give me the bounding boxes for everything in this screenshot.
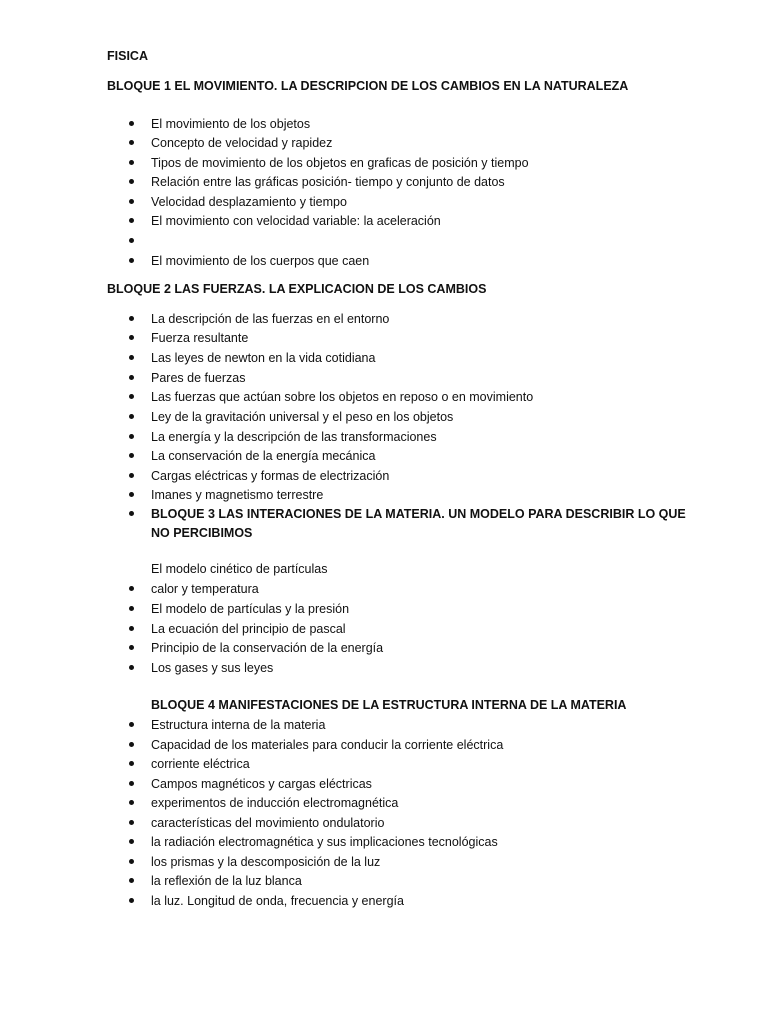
bullet-icon bbox=[129, 492, 134, 497]
bullet-icon bbox=[129, 586, 134, 591]
list-item: Capacidad de los materiales para conducir la corriente eléctrica bbox=[151, 738, 504, 752]
bullet-icon bbox=[129, 722, 134, 727]
list-item: Las fuerzas que actúan sobre los objetos en reposo o en movimiento bbox=[151, 390, 534, 404]
bullet-icon bbox=[129, 626, 134, 631]
list-item: El movimiento de los objetos bbox=[151, 117, 311, 131]
bullet-icon bbox=[129, 355, 134, 360]
bullet-icon bbox=[129, 781, 134, 786]
bullet-icon bbox=[129, 335, 134, 340]
bullet-icon bbox=[129, 238, 134, 243]
list-item: la radiación electromagnética y sus implicaciones tecnológicas bbox=[151, 835, 498, 849]
list-item: características del movimiento ondulatorio bbox=[151, 816, 385, 830]
bullet-icon bbox=[129, 761, 134, 766]
document-title: FISICA bbox=[107, 49, 148, 63]
list-item: La conservación de la energía mecánica bbox=[151, 449, 376, 463]
bullet-icon bbox=[129, 511, 134, 516]
list-item: calor y temperatura bbox=[151, 582, 259, 596]
bullet-icon bbox=[129, 839, 134, 844]
bullet-icon bbox=[129, 394, 134, 399]
list-item: la reflexión de la luz blanca bbox=[151, 874, 302, 888]
list-item: Tipos de movimiento de los objetos en graficas de posición y tiempo bbox=[151, 156, 529, 170]
bloque3-heading-line2: NO PERCIBIMOS bbox=[151, 526, 253, 540]
list-item: experimentos de inducción electromagnética bbox=[151, 796, 399, 810]
bullet-icon bbox=[129, 218, 134, 223]
bullet-icon bbox=[129, 375, 134, 380]
bullet-icon bbox=[129, 316, 134, 321]
list-item: Pares de fuerzas bbox=[151, 371, 246, 385]
bullet-icon bbox=[129, 800, 134, 805]
list-item: Velocidad desplazamiento y tiempo bbox=[151, 195, 347, 209]
bullet-icon bbox=[129, 606, 134, 611]
list-item: Campos magnéticos y cargas eléctricas bbox=[151, 777, 372, 791]
list-item: Fuerza resultante bbox=[151, 331, 249, 345]
bullet-icon bbox=[129, 414, 134, 419]
list-item: Imanes y magnetismo terrestre bbox=[151, 488, 324, 502]
list-item: Principio de la conservación de la energía bbox=[151, 641, 384, 655]
list-item: Las leyes de newton en la vida cotidiana bbox=[151, 351, 376, 365]
bullet-icon bbox=[129, 742, 134, 747]
bullet-icon bbox=[129, 898, 134, 903]
list-item: corriente eléctrica bbox=[151, 757, 250, 771]
bullet-icon bbox=[129, 160, 134, 165]
bullet-icon bbox=[129, 878, 134, 883]
list-item: Concepto de velocidad y rapidez bbox=[151, 136, 333, 150]
bullet-icon bbox=[129, 859, 134, 864]
bullet-icon bbox=[129, 453, 134, 458]
list-item: Los gases y sus leyes bbox=[151, 661, 274, 675]
bloque2-heading: BLOQUE 2 LAS FUERZAS. LA EXPLICACION DE LOS CAMBIOS bbox=[107, 282, 487, 296]
bloque3-intro: El modelo cinético de partículas bbox=[151, 562, 328, 576]
list-item: Estructura interna de la materia bbox=[151, 718, 326, 732]
list-item: La energía y la descripción de las transformaciones bbox=[151, 430, 437, 444]
bullet-icon bbox=[129, 258, 134, 263]
list-item: Cargas eléctricas y formas de electrización bbox=[151, 469, 390, 483]
list-item: la luz. Longitud de onda, frecuencia y energía bbox=[151, 894, 404, 908]
bloque4-heading: BLOQUE 4 MANIFESTACIONES DE LA ESTRUCTURA INTERNA DE LA MATERIA bbox=[151, 698, 627, 712]
bullet-icon bbox=[129, 645, 134, 650]
list-item: El movimiento de los cuerpos que caen bbox=[151, 254, 370, 268]
list-item: Relación entre las gráficas posición- tiempo y conjunto de datos bbox=[151, 175, 505, 189]
bullet-icon bbox=[129, 665, 134, 670]
bullet-icon bbox=[129, 434, 134, 439]
bullet-icon bbox=[129, 179, 134, 184]
list-item: los prismas y la descomposición de la luz bbox=[151, 855, 381, 869]
list-item: El movimiento con velocidad variable: la aceleración bbox=[151, 214, 441, 228]
bullet-icon bbox=[129, 140, 134, 145]
bullet-icon bbox=[129, 121, 134, 126]
bloque1-heading: BLOQUE 1 EL MOVIMIENTO. LA DESCRIPCION DE LOS CAMBIOS EN LA NATURALEZA bbox=[107, 79, 629, 93]
list-item: La descripción de las fuerzas en el entorno bbox=[151, 312, 390, 326]
bullet-icon bbox=[129, 473, 134, 478]
bullet-icon bbox=[129, 820, 134, 825]
bloque3-heading-line1: BLOQUE 3 LAS INTERACIONES DE LA MATERIA. UN MODELO PARA DESCRIBIR LO QUE bbox=[151, 507, 686, 521]
list-item: El modelo de partículas y la presión bbox=[151, 602, 350, 616]
list-item: La ecuación del principio de pascal bbox=[151, 622, 346, 636]
bullet-icon bbox=[129, 199, 134, 204]
list-item: Ley de la gravitación universal y el peso en los objetos bbox=[151, 410, 454, 424]
